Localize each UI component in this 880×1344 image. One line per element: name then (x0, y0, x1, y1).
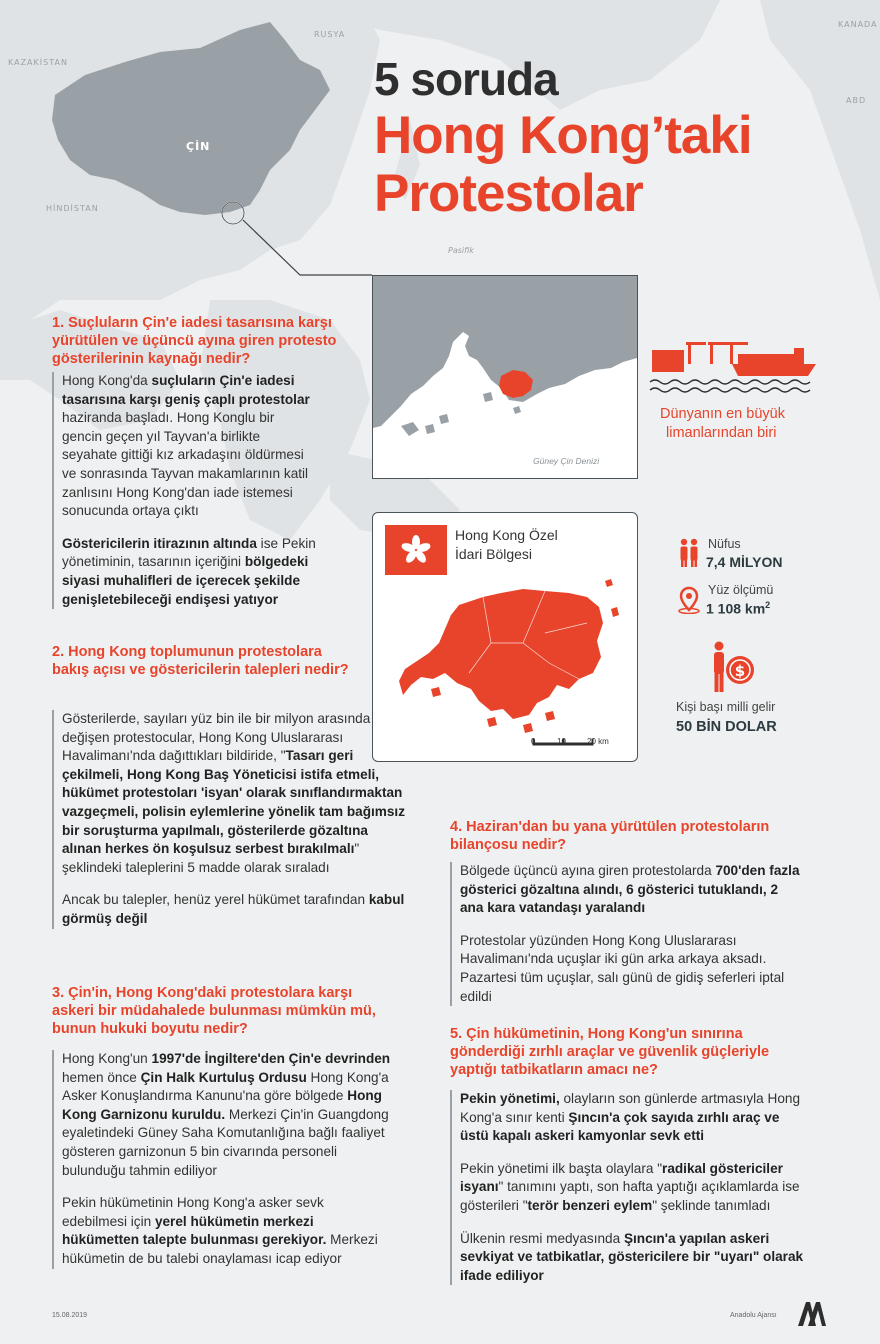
text-run: Bölgede üçüncü ayına giren protestolarda (460, 863, 716, 878)
footer-agency: Anadolu Ajansı (730, 1312, 777, 1319)
inset-map (372, 275, 638, 479)
text-run: Hong Kong'a Asker Konuşlandırma Kanunu'na göre bölgede (62, 1069, 389, 1104)
population-value: 7,4 MİLYON (706, 554, 783, 570)
bold-run: terör benzeri eylem (527, 1197, 653, 1213)
income-person-coin-icon (710, 640, 758, 696)
bold-run: Şıncın'a çok sayıda zırhlı araç ve üstü kapalı askeri kamyonlar sevk etti (460, 1109, 780, 1144)
bold-run: Göstericilerin itirazının altında (62, 535, 257, 551)
text-run: Gösterilerde, sayıları yüz bin ile bir milyon arasında değişen protestocular, Hong Kong Uluslararası Havalimanı'nda dağıttıkları bildiride, " (62, 711, 371, 764)
text-run: Pekin yönetimi ilk başta olaylara " (460, 1160, 663, 1176)
answer-1-paragraph-2 (62, 535, 317, 609)
scale-label-10: 10 (557, 737, 566, 746)
answer-5 (450, 1090, 810, 1285)
text-run: " şeklindeki taleplerini 5 madde olarak sıraladı (62, 841, 360, 875)
text-run: Protestolar yüzünden Hong Kong Uluslararası Havalimanı'nda uçuşlar iki gün arka arkaya aksadı. Pazartesi tüm uçuşlar, salı günü de gidiş seferleri iptal edildi (460, 932, 785, 1004)
text-run: olayların son günlerde artmasıyla Hong Kong'a sınır kenti (460, 1091, 801, 1125)
answer-3 (52, 1050, 392, 1269)
answer-5-paragraph-1 (460, 1090, 810, 1146)
region-map-box (372, 512, 638, 762)
map-label-mongolia: MOĞOLİSTAN (152, 68, 216, 77)
bold-run: bölgedeki siyasi muhalifleri de içerecek şekilde genişletebileceği endişesi yatıyor (62, 554, 309, 607)
region-title-line-2: İdari Bölgesi (455, 546, 533, 562)
map-label-pacific: Pasifik (448, 246, 474, 255)
bold-run: suçluların Çin'e iadesi tasarısına karşı geniş çaplı protestolar (62, 373, 310, 407)
text-run: hemen önce (62, 1069, 141, 1085)
text-run: Pekin hükümetinin Hong Kong'a asker sevk edebilmesi için (62, 1195, 324, 1229)
title-line-1: 5 soruda (374, 53, 558, 105)
footer-date: 15.08.2019 (52, 1312, 88, 1319)
text-run: " şeklinde tanımladı (652, 1197, 771, 1213)
answer-4 (450, 862, 805, 1006)
answer-3-paragraph-2 (62, 1194, 392, 1268)
text-run: Ülkenin resmi medyasında (460, 1230, 624, 1246)
bold-run: 1997'de İngiltere'den Çin'e devrinden (151, 1051, 391, 1066)
bold-run: yerel hükümetin merkezi hükümetten talepte bulunması gerekiyor. (62, 1213, 327, 1248)
region-title-line-1: Hong Kong Özel (455, 527, 558, 543)
map-label-russia: RUSYA (314, 30, 346, 39)
question-1: 1. Suçluların Çin'e iadesi tasarısına karşı yürütülen ve üçüncü ayına giren protesto gösterilerinin kaynağı nedir? (52, 315, 337, 367)
answer-1 (52, 372, 317, 609)
scale-label-0: 0 (531, 737, 536, 746)
income-label: Kişi başı milli gelir (676, 700, 776, 714)
inset-map-graphic (373, 276, 637, 478)
bold-run: kabul görmüş değil (62, 892, 405, 926)
hong-kong-map-graphic (373, 513, 637, 761)
question-2: 2. Hong Kong toplumunun protestolara bakış açısı ve göstericilerin talepleri nedir? (52, 644, 349, 678)
bold-run: 700'den fazla gösterici gözaltına alındı, 6 gösterici tutuklandı, 2 ana kara vatandaşı yaralandı (460, 863, 800, 916)
area-label: Yüz ölçümü (708, 583, 774, 597)
text-run: ise Pekin yönetiminin, tasarının içeriğini (62, 535, 316, 570)
answer-4-paragraph-1 (460, 862, 805, 918)
bold-run: Hong Kong Garnizonu kuruldu. (62, 1088, 382, 1122)
map-label-usa: ABD (846, 96, 867, 105)
bold-run: Tasarı geri çekilmeli, Hong Kong Baş Yöneticisi istifa etmeli, hükümet protestoları 'isyan' olarak sınıflandırmaktan vazgeçmeli, polisin eylemlerine yönelik tam bağımsız bir soruşturma yapılmalı, gösterilerde gözaltına alınan herkes ön koşulsuz serbest bırakılmalı (62, 748, 405, 857)
text-run: Merkezi hükümetin de bu talebi onaylaması icap ediyor (62, 1232, 378, 1266)
area-unit-superscript: 2 (765, 600, 771, 610)
svg-text:$: $ (734, 662, 746, 680)
bold-run: Çin Halk Kurtuluş Ordusu (140, 1069, 307, 1085)
population-icon (678, 538, 700, 568)
question-3: 3. Çin'in, Hong Kong'daki protestolara karşı askeri bir müdahalede bulunması mümkün mü, bunun hukuki boyutu nedir? (52, 985, 376, 1037)
answer-1-paragraph-1 (62, 372, 317, 521)
bold-run: Pekin yönetimi, (460, 1091, 560, 1106)
answer-5-paragraph-3 (460, 1230, 810, 1286)
agency-logo (794, 1298, 828, 1328)
port-caption-line-2: limanlarından biri (666, 425, 777, 441)
text-run: Hong Kong'da (62, 373, 152, 388)
title-line-2: Hong Kong’taki (374, 106, 752, 165)
answer-2-paragraph-1 (62, 710, 407, 877)
bold-run: Şıncın'a yapılan askeri sevkiyat ve tatbikatlar, göstericilere bir "uyarı" olarak ifade ediliyor (460, 1230, 804, 1283)
question-5: 5. Çin hükümetinin, Hong Kong'un sınırına gönderdiği zırhlı araçlar ve güvenlik güçleriyle yaptığı tatbikatların amacı ne? (450, 1026, 770, 1078)
area-value-text: 1 108 km (706, 600, 766, 617)
bold-run: radikal göstericiler isyanı (460, 1160, 783, 1195)
scale-label-20: 20 km (587, 737, 609, 746)
port-caption-line-1: Dünyanın en büyük (660, 406, 785, 422)
answer-2 (52, 710, 407, 929)
text-run: " tanımını yaptı, son hafta yaptığı açıklamlarda ise gösterileri " (460, 1179, 800, 1213)
aa-logo-icon (794, 1298, 828, 1328)
answer-5-paragraph-2 (460, 1160, 810, 1216)
title-line-3: Protestolar (374, 164, 643, 223)
text-run: haziranda başladı. Hong Konglu bir gencin geçen yıl Tayvan'a birlikte seyahate gittiği kız arkadaşını öldürmesi ve sonrasında Tayvan makamlarının katil zanlısını Hong Kong'dan iade istemesi sonucunda ortaya çıktı (62, 410, 309, 519)
sea-label: Güney Çin Denizi (533, 456, 600, 466)
population-label: Nüfus (708, 537, 741, 551)
text-run: Ancak bu talepler, henüz yerel hükümet tarafından (62, 892, 369, 908)
location-pin-icon (676, 586, 702, 614)
income-value: 50 BİN DOLAR (676, 719, 777, 735)
area-value (706, 600, 770, 617)
map-label-china: ÇİN (186, 140, 211, 153)
answer-3-paragraph-1 (62, 1050, 392, 1180)
answer-2-paragraph-2 (62, 891, 407, 928)
cargo-ship-icon (648, 340, 818, 402)
question-4: 4. Haziran'dan bu yana yürütülen protestoların bilançosu nedir? (450, 819, 770, 853)
text-run: Merkezi Çin'in Guangdong eyaletindeki Güney Saha Komutanlığına bağlı faaliyet gösteren garnizonun 5 bin civarında personeli bulunduğu tahmin ediliyor (62, 1106, 389, 1178)
map-label-canada: KANADA (838, 20, 878, 29)
text-run: Hong Kong'un (62, 1051, 152, 1066)
map-label-india: HİNDİSTAN (46, 204, 99, 213)
map-label-kazakhstan: KAZAKİSTAN (8, 58, 68, 67)
answer-4-paragraph-2 (460, 932, 805, 1006)
